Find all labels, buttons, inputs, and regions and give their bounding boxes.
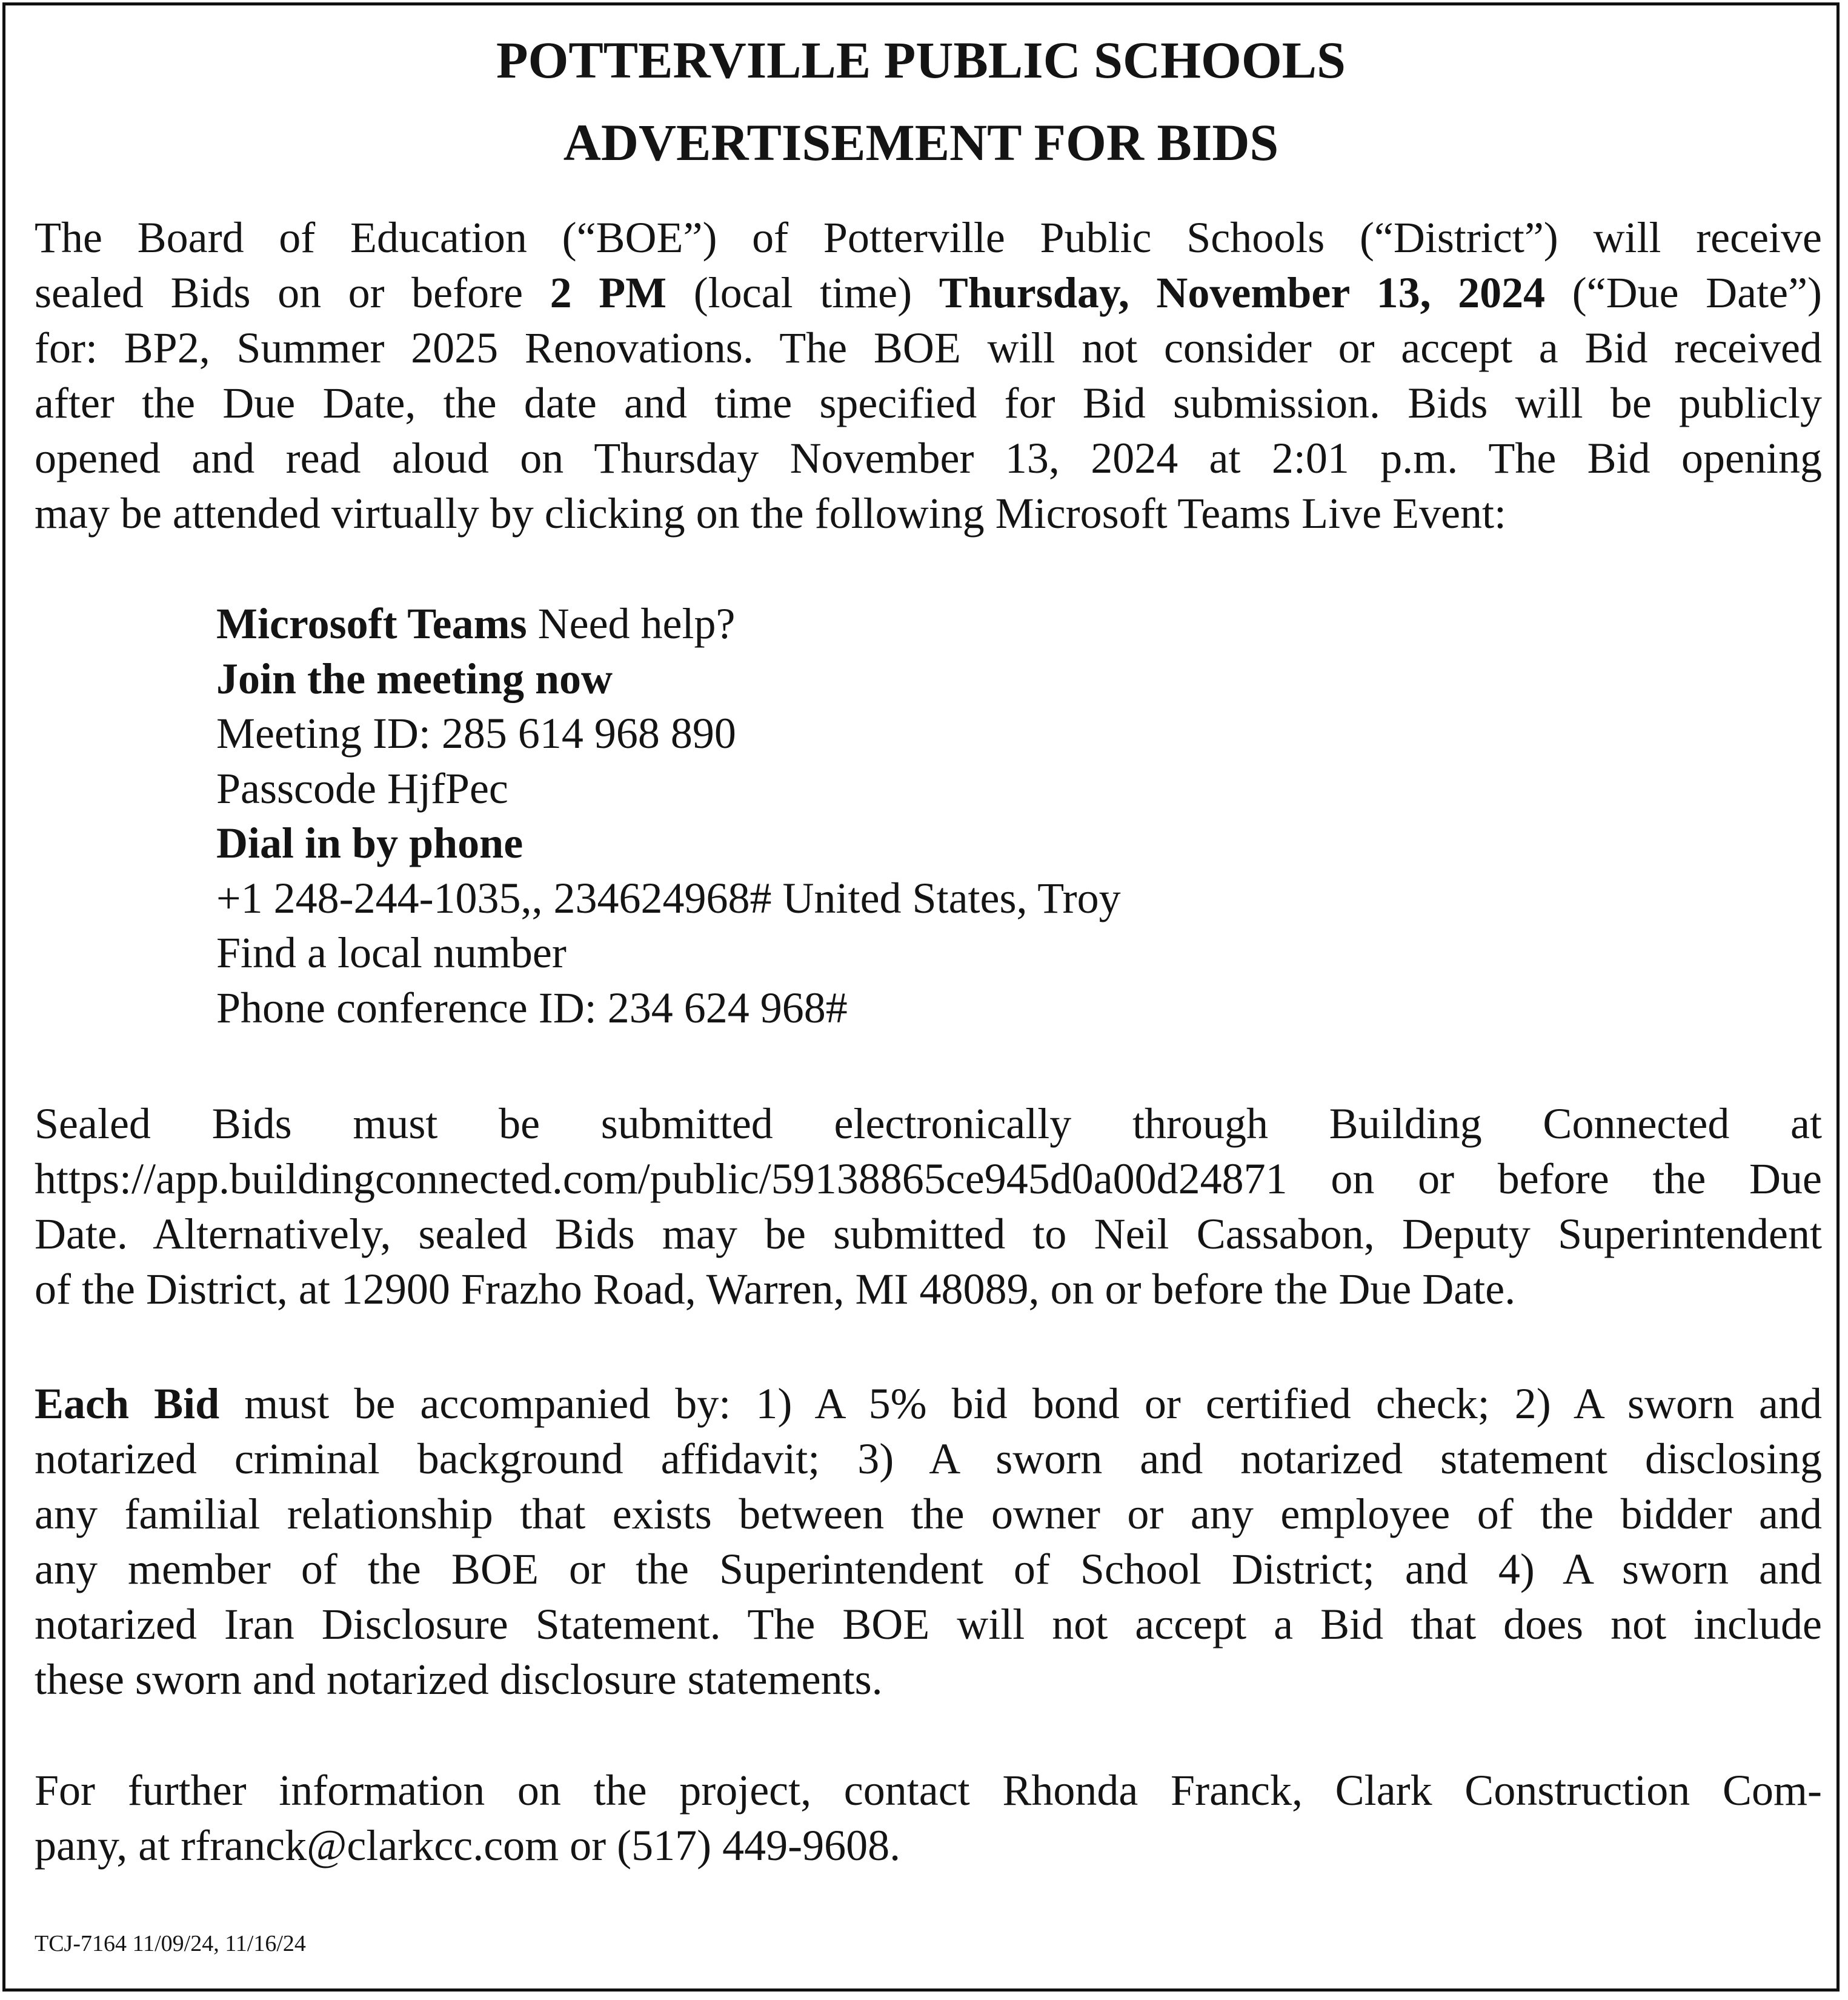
advertisement-notice: [2, 2, 1840, 1992]
requirements-text: must be accompanied by: 1) A 5% bid bond or certified check; 2) A sworn and: [219, 1379, 1822, 1428]
join-meeting-link[interactable]: [216, 652, 1121, 707]
submission-line: Date. Alternatively, sealed Bids may be submitted to Neil Cassabon, Deputy Superintendent: [35, 1210, 1822, 1258]
requirements-line: notarized Iran Disclosure Statement. The BOE will not accept a Bid that does not include: [35, 1600, 1822, 1648]
intro-line: opened and read aloud on Thursday November 13, 2024 at 2:01 p.m. The Bid opening: [35, 434, 1822, 482]
intro-line: The Board of Education (“BOE”) of Potterville Public Schools (“District”) will receive: [35, 213, 1822, 262]
notice-title: POTTERVILLE PUBLIC SCHOOLS: [496, 31, 1346, 89]
teams-app-name: Microsoft Teams: [216, 599, 527, 648]
publication-reference: TCJ-7164 11/09/24, 11/16/24: [35, 1931, 306, 1956]
requirements-line: any familial relationship that exists between the owner or any employee of the bidder and: [35, 1490, 1822, 1538]
due-date: Thursday, November 13, 2024: [939, 268, 1546, 317]
contact-paragraph: [35, 1763, 1822, 1873]
submission-line: Sealed Bids must be submitted electronically through Building Connected at: [35, 1099, 1822, 1148]
intro-line: for: BP2, Summer 2025 Renovations. The BOE will not consider or accept a Bid received: [35, 324, 1822, 372]
teams-meeting-block: [216, 596, 1121, 1035]
requirements-line: these sworn and notarized disclosure statements.: [35, 1655, 883, 1704]
requirements-line: notarized criminal background affidavit; 3) A sworn and notarized statement disclosing: [35, 1435, 1822, 1483]
phone-conference-id: Phone conference ID: 234 624 968#: [216, 983, 848, 1032]
dial-in-label: Dial in by phone: [216, 819, 523, 867]
submission-line: of the District, at 12900 Frazho Road, Warren, MI 48089, on or before the Due Date.: [35, 1265, 1516, 1313]
intro-line: after the Due Date, the date and time specified for Bid submission. Bids will be publicly: [35, 379, 1822, 427]
dial-in-heading: [216, 816, 1121, 871]
intro-paragraph: [35, 210, 1822, 541]
intro-line: may be attended virtually by clicking on the following Microsoft Teams Live Event:: [35, 489, 1507, 538]
requirements-line: any member of the BOE or the Superintendent of School District; and 4) A sworn and: [35, 1545, 1822, 1593]
contact-line: For further information on the project, contact Rhonda Franck, Clark Construction Com-: [35, 1766, 1822, 1815]
intro-text: (local time): [666, 268, 939, 317]
join-meeting-label: Join the meeting now: [216, 654, 613, 703]
submission-paragraph: [35, 1096, 1822, 1317]
intro-text: (“Due Date”): [1545, 268, 1822, 317]
teams-help-link[interactable]: Need help?: [527, 599, 736, 648]
due-time: 2 PM: [550, 268, 667, 317]
meeting-id: Meeting ID: 285 614 968 890: [216, 709, 736, 758]
teams-header: [216, 596, 1121, 652]
meeting-passcode: Passcode HjfPec: [216, 764, 508, 813]
contact-line: pany, at rfranck@clarkcc.com or (517) 449-9608.: [35, 1821, 901, 1870]
find-local-number-link[interactable]: Find a local number: [216, 928, 567, 977]
requirements-line: [35, 1376, 1822, 1432]
intro-text: sealed Bids on or before: [35, 268, 550, 317]
dial-in-phone: +1 248-244-1035,, 234624968# United States, Troy: [216, 873, 1121, 922]
requirements-lead: Each Bid: [35, 1379, 220, 1428]
notice-subtitle: ADVERTISEMENT FOR BIDS: [563, 113, 1279, 172]
submission-url-line: https://app.buildingconnected.com/public/59138865ce945d0a00d24871 on or before the Due: [35, 1155, 1822, 1203]
requirements-paragraph: [35, 1376, 1822, 1707]
intro-line: [35, 265, 1822, 321]
